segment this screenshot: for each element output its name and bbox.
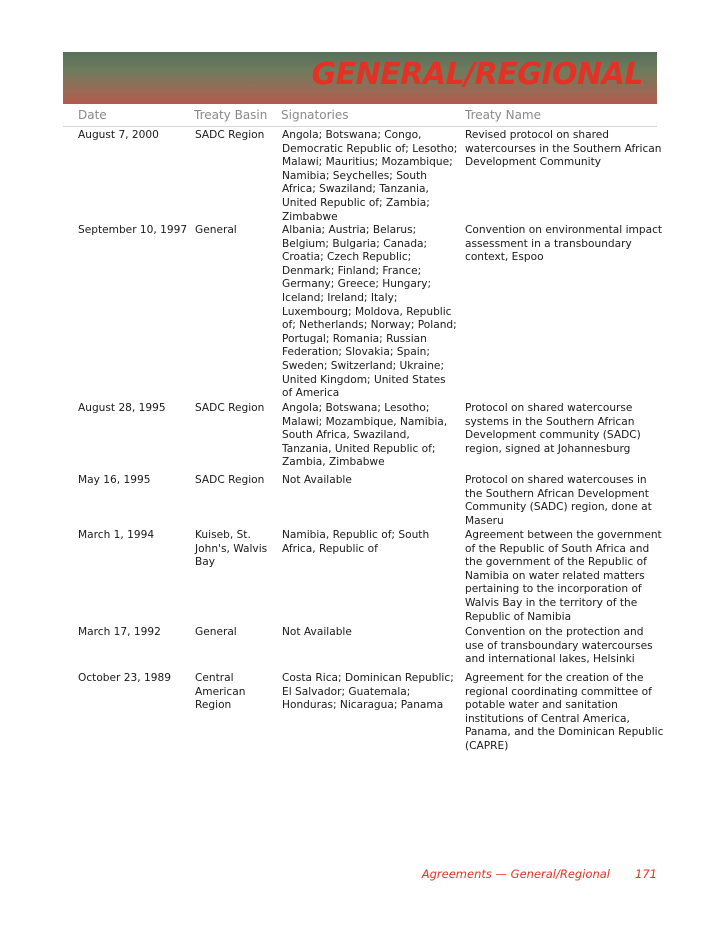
cell-treaty-name: Agreement between the government of the Republic of South Africa and the government of the Republic of Namibia on water related matters pertaining to the incorporation of Walvis Bay in the territory of the Republic of Namibia — [465, 529, 662, 623]
cell-date: August 28, 1995 — [78, 402, 166, 414]
header-signatories: Signatories — [281, 108, 349, 122]
page-number: 171 — [635, 867, 657, 881]
cell-treaty-basin: General — [195, 224, 237, 236]
table-header — [63, 104, 657, 127]
cell-treaty-basin: Kuiseb, St. John's, Walvis Bay — [195, 529, 268, 569]
footer-section-title: Agreements — General/Regional — [421, 867, 610, 881]
cell-signatories: Not Available — [282, 626, 352, 638]
cell-treaty-name: Convention on the protection and use of transboundary watercourses and international lakes, Helsinki — [465, 626, 653, 666]
cell-treaty-basin: General — [195, 626, 237, 638]
cell-date: August 7, 2000 — [78, 129, 159, 141]
cell-treaty-name: Protocol on shared watercourse systems in the Southern African Development community (SADC) region, signed at Johannesburg — [465, 402, 641, 455]
cell-date: March 17, 1992 — [78, 626, 161, 638]
cell-treaty-name: Revised protocol on shared watercourses in the Southern African Development Community — [465, 129, 662, 169]
header-date: Date — [78, 108, 107, 122]
cell-treaty-basin: SADC Region — [195, 402, 265, 414]
cell-treaty-name: Protocol on shared watercouses in the Southern African Development Community (SADC) region, done at Maseru — [465, 474, 652, 527]
cell-signatories: Angola; Botswana; Lesotho; Malawi; Mozambique, Namibia, South Africa, Swaziland, Tanzania, United Republic of; Zambia, Zimbabwe — [282, 402, 448, 469]
cell-signatories: Namibia, Republic of; South Africa, Republic of — [282, 529, 430, 555]
cell-signatories: Angola; Botswana; Congo, Democratic Republic of; Lesotho; Malawi; Mauritius; Mozambique; Namibia; Seychelles; South Africa; Swaziland; Tanzania, United Republic of; Zambia; Zimbabwe — [282, 129, 458, 223]
title-banner — [63, 52, 657, 104]
page-footer — [0, 867, 720, 883]
cell-date: October 23, 1989 — [78, 672, 171, 684]
cell-treaty-name: Agreement for the creation of the regional coordinating committee of potable water and sanitation institutions of Central America, Panama, and the Dominican Republic (CAPRE) — [465, 672, 664, 752]
cell-treaty-basin: SADC Region — [195, 129, 265, 141]
cell-signatories: Not Available — [282, 474, 352, 486]
page-title: GENERAL/REGIONAL — [311, 57, 643, 92]
header-treaty-name: Treaty Name — [465, 108, 541, 122]
header-treaty-basin: Treaty Basin — [194, 108, 268, 122]
cell-signatories: Costa Rica; Dominican Republic; El Salvador; Guatemala; Honduras; Nicaragua; Panama — [282, 672, 454, 712]
cell-date: March 1, 1994 — [78, 529, 155, 541]
cell-treaty-name: Convention on environmental impact assessment in a transboundary context, Espoo — [465, 224, 663, 264]
cell-date: September 10, 1997 — [78, 224, 188, 236]
cell-date: May 16, 1995 — [78, 474, 151, 486]
cell-treaty-basin: SADC Region — [195, 474, 265, 486]
cell-treaty-basin: Central American Region — [195, 672, 246, 712]
cell-signatories: Albania; Austria; Belarus; Belgium; Bulgaria; Canada; Croatia; Czech Republic; Denmark; Finland; France; Germany; Greece; Hungary; Iceland; Ireland; Italy; Luxembourg; Moldova, Republic of; Netherlands; Norway; Poland; Portugal; Romania; Russian Federation; Slovakia; Spain; Sweden; Switzerland; Ukraine; United Kingdom; United States of America — [282, 224, 457, 400]
